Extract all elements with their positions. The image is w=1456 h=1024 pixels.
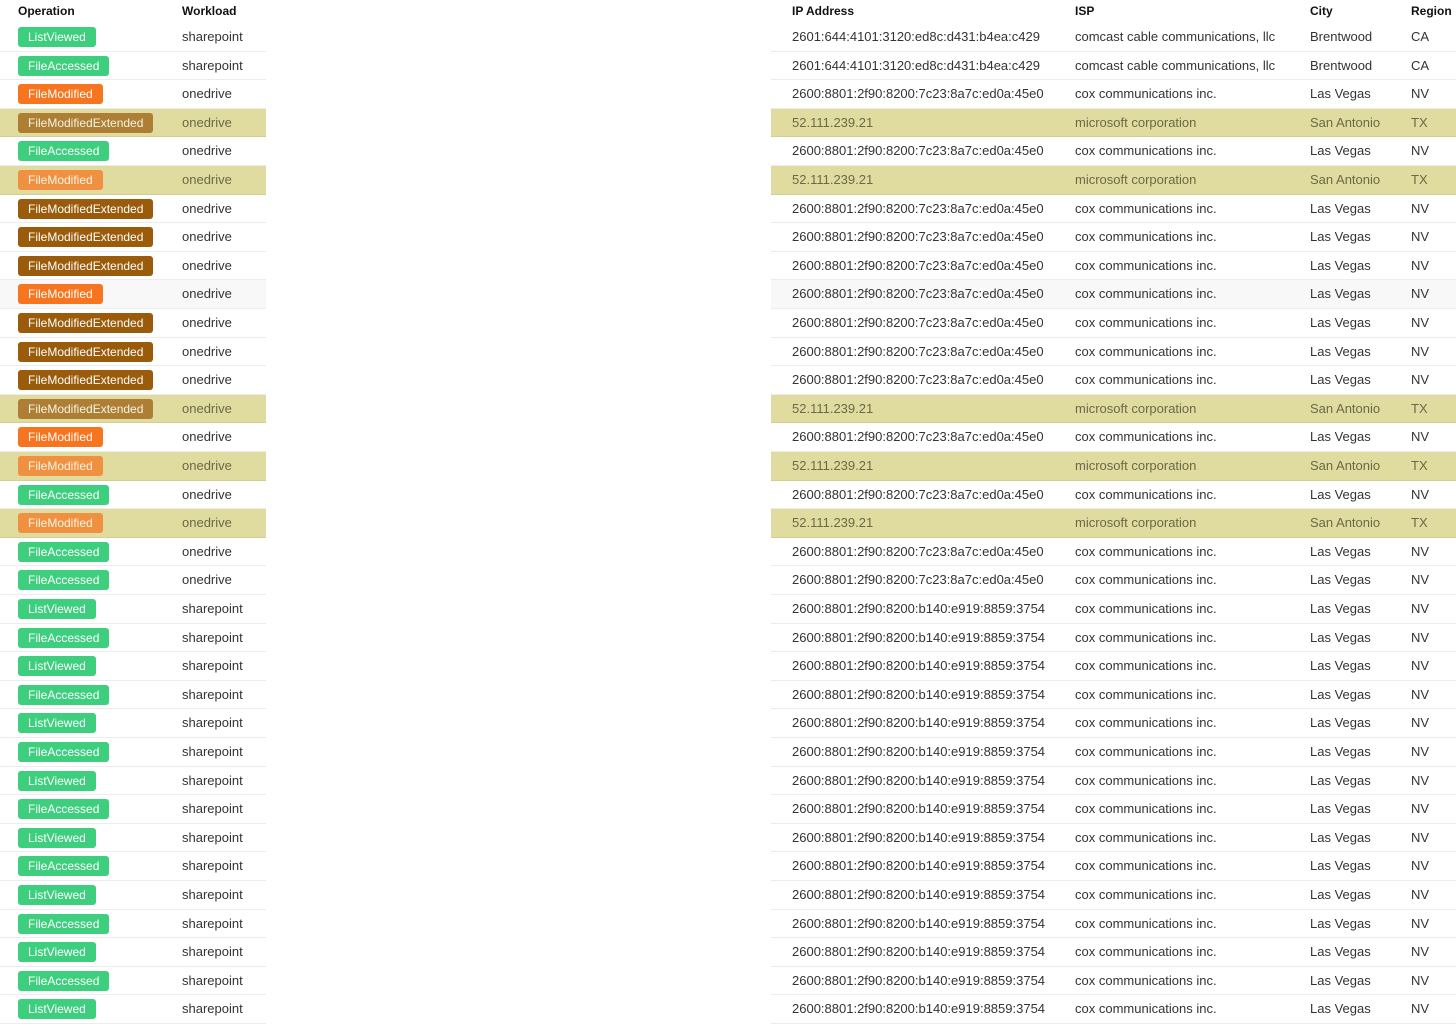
operation-badge: ListViewed [18,599,96,619]
ip-address-cell: 2600:8801:2f90:8200:7c23:8a7c:ed0a:45e0 [792,543,1044,559]
region-cell: CA [1411,57,1430,73]
workload-cell: sharepoint [182,944,243,960]
workload-cell: onedrive [182,172,232,187]
operation-badge: FileAccessed [18,628,109,648]
city-cell: Las Vegas [1310,972,1371,988]
region-cell: NV [1411,887,1430,902]
region-cell: NV [1411,372,1430,388]
city-cell: San Antonio [1310,400,1381,416]
ip-address-cell: 52.111.239.21 [792,458,874,473]
workload-cell: sharepoint [182,601,243,616]
region-cell: NV [1411,343,1430,359]
ip-address-cell: 2600:8801:2f90:8200:7c23:8a7c:ed0a:45e0 [792,229,1044,245]
workload-cell: sharepoint [182,829,243,845]
city-cell: San Antonio [1310,114,1381,130]
isp-cell: cox communications inc. [1075,772,1217,788]
workload-cell: onedrive [182,114,232,130]
region-cell: NV [1411,601,1430,616]
ip-address-cell: 2600:8801:2f90:8200:b140:e919:8859:3754 [792,744,1046,759]
workload-cell: sharepoint [182,629,243,645]
operation-badge: FileAccessed [18,485,109,505]
isp-cell: cox communications inc. [1075,286,1217,302]
operation-badge: FileModified [18,427,103,447]
isp-cell: cox communications inc. [1075,572,1217,588]
operation-badge: FileModifiedExtended [18,342,153,362]
workload-cell: sharepoint [182,972,243,988]
isp-cell: cox communications inc. [1075,972,1217,988]
isp-cell: cox communications inc. [1075,86,1217,102]
ip-address-cell: 2600:8801:2f90:8200:b140:e919:8859:3754 [792,801,1046,817]
city-cell: Brentwood [1310,29,1373,44]
operation-badge: ListViewed [18,656,96,676]
isp-cell: cox communications inc. [1075,143,1217,159]
city-cell: Las Vegas [1310,829,1371,845]
workload-cell: sharepoint [182,858,243,874]
workload-cell: sharepoint [182,887,243,902]
ip-address-cell: 2600:8801:2f90:8200:b140:e919:8859:3754 [792,601,1046,616]
ip-address-cell: 2600:8801:2f90:8200:b140:e919:8859:3754 [792,972,1046,988]
ip-address-cell: 2600:8801:2f90:8200:b140:e919:8859:3754 [792,772,1046,788]
region-cell: NV [1411,286,1430,302]
header-isp[interactable]: ISP [1075,4,1095,18]
isp-cell: microsoft corporation [1075,458,1197,473]
operation-badge: FileAccessed [18,570,109,590]
isp-cell: cox communications inc. [1075,944,1217,960]
ip-address-cell: 2600:8801:2f90:8200:7c23:8a7c:ed0a:45e0 [792,429,1044,445]
ip-address-cell: 52.111.239.21 [792,400,874,416]
region-cell: NV [1411,744,1430,759]
workload-cell: sharepoint [182,715,243,731]
city-cell: Las Vegas [1310,315,1371,330]
city-cell: Las Vegas [1310,686,1371,702]
operation-badge: FileModifiedExtended [18,113,153,133]
ip-address-cell: 2600:8801:2f90:8200:7c23:8a7c:ed0a:45e0 [792,343,1044,359]
ip-address-cell: 2600:8801:2f90:8200:7c23:8a7c:ed0a:45e0 [792,572,1044,588]
isp-cell: cox communications inc. [1075,315,1217,330]
operation-badge: FileAccessed [18,742,109,762]
workload-cell: onedrive [182,343,232,359]
region-cell: NV [1411,429,1430,445]
workload-cell: onedrive [182,286,232,302]
workload-cell: sharepoint [182,57,243,73]
workload-cell: sharepoint [182,686,243,702]
header-region[interactable]: Region [1411,4,1452,18]
isp-cell: microsoft corporation [1075,114,1197,130]
city-cell: Las Vegas [1310,200,1371,216]
city-cell: Las Vegas [1310,744,1371,759]
city-cell: San Antonio [1310,172,1381,187]
isp-cell: cox communications inc. [1075,372,1217,388]
city-cell: Las Vegas [1310,601,1371,616]
workload-cell: onedrive [182,429,232,445]
ip-address-cell: 2600:8801:2f90:8200:b140:e919:8859:3754 [792,686,1046,702]
ip-address-cell: 2600:8801:2f90:8200:b140:e919:8859:3754 [792,1001,1046,1017]
isp-cell: cox communications inc. [1075,658,1217,674]
isp-cell: microsoft corporation [1075,172,1197,187]
ip-address-cell: 2600:8801:2f90:8200:7c23:8a7c:ed0a:45e0 [792,315,1044,330]
operation-badge: ListViewed [18,885,96,905]
city-cell: Las Vegas [1310,543,1371,559]
workload-cell: onedrive [182,86,232,102]
isp-cell: cox communications inc. [1075,229,1217,245]
city-cell: Brentwood [1310,57,1373,73]
isp-cell: cox communications inc. [1075,686,1217,702]
workload-cell: onedrive [182,486,232,502]
region-cell: NV [1411,229,1430,245]
region-cell: NV [1411,315,1430,330]
workload-cell: onedrive [182,143,232,159]
workload-cell: onedrive [182,572,232,588]
ip-address-cell: 2601:644:4101:3120:ed8c:d431:b4ea:c429 [792,57,1040,73]
ip-address-cell: 52.111.239.21 [792,114,874,130]
region-cell: NV [1411,972,1430,988]
operation-badge: FileAccessed [18,141,109,161]
region-cell: NV [1411,572,1430,588]
operation-badge: FileModified [18,170,103,190]
region-cell: NV [1411,772,1430,788]
operation-badge: ListViewed [18,771,96,791]
operation-badge: FileAccessed [18,799,109,819]
workload-cell: sharepoint [182,658,243,674]
operation-badge: FileModified [18,84,103,104]
operation-badge: FileModifiedExtended [18,313,153,333]
city-cell: Las Vegas [1310,1001,1371,1017]
ip-address-cell: 2600:8801:2f90:8200:b140:e919:8859:3754 [792,944,1046,960]
isp-cell: cox communications inc. [1075,715,1217,731]
region-cell: NV [1411,829,1430,845]
region-cell: NV [1411,801,1430,817]
workload-cell: onedrive [182,315,232,330]
header-operation[interactable]: Operation [18,4,75,18]
operation-badge: FileModifiedExtended [18,399,153,419]
isp-cell: cox communications inc. [1075,629,1217,645]
ip-address-cell: 2600:8801:2f90:8200:7c23:8a7c:ed0a:45e0 [792,257,1044,273]
region-cell: NV [1411,858,1430,874]
region-cell: NV [1411,686,1430,702]
ip-address-cell: 2600:8801:2f90:8200:b140:e919:8859:3754 [792,658,1046,674]
region-cell: NV [1411,1001,1430,1017]
region-cell: NV [1411,486,1430,502]
ip-address-cell: 2600:8801:2f90:8200:7c23:8a7c:ed0a:45e0 [792,286,1044,302]
region-cell: TX [1411,400,1428,416]
isp-cell: cox communications inc. [1075,543,1217,559]
region-cell: NV [1411,200,1430,216]
workload-cell: onedrive [182,400,232,416]
ip-address-cell: 2600:8801:2f90:8200:b140:e919:8859:3754 [792,858,1046,874]
isp-cell: cox communications inc. [1075,601,1217,616]
ip-address-cell: 2601:644:4101:3120:ed8c:d431:b4ea:c429 [792,29,1040,44]
operation-badge: FileModified [18,456,103,476]
column-gap [266,0,771,1015]
isp-cell: cox communications inc. [1075,887,1217,902]
isp-cell: cox communications inc. [1075,858,1217,874]
isp-cell: cox communications inc. [1075,915,1217,931]
city-cell: Las Vegas [1310,229,1371,245]
city-cell: Las Vegas [1310,429,1371,445]
city-cell: Las Vegas [1310,887,1371,902]
workload-cell: sharepoint [182,915,243,931]
city-cell: Las Vegas [1310,143,1371,159]
ip-address-cell: 2600:8801:2f90:8200:b140:e919:8859:3754 [792,715,1046,731]
operation-badge: ListViewed [18,942,96,962]
region-cell: NV [1411,143,1430,159]
operation-badge: FileModifiedExtended [18,370,153,390]
workload-cell: sharepoint [182,29,243,44]
workload-cell: onedrive [182,229,232,245]
workload-cell: sharepoint [182,772,243,788]
isp-cell: cox communications inc. [1075,801,1217,817]
isp-cell: microsoft corporation [1075,400,1197,416]
workload-cell: onedrive [182,458,232,473]
region-cell: NV [1411,944,1430,960]
region-cell: TX [1411,515,1428,531]
region-cell: TX [1411,172,1428,187]
city-cell: Las Vegas [1310,944,1371,960]
operation-badge: ListViewed [18,828,96,848]
operation-badge: FileAccessed [18,914,109,934]
header-workload[interactable]: Workload [182,4,237,18]
workload-cell: sharepoint [182,801,243,817]
ip-address-cell: 2600:8801:2f90:8200:7c23:8a7c:ed0a:45e0 [792,143,1044,159]
ip-address-cell: 2600:8801:2f90:8200:7c23:8a7c:ed0a:45e0 [792,86,1044,102]
workload-cell: onedrive [182,372,232,388]
operation-badge: ListViewed [18,713,96,733]
isp-cell: comcast cable communications, llc [1075,29,1276,44]
ip-address-cell: 2600:8801:2f90:8200:b140:e919:8859:3754 [792,629,1046,645]
city-cell: Las Vegas [1310,801,1371,817]
operation-badge: FileAccessed [18,685,109,705]
operation-badge: ListViewed [18,27,96,47]
operation-badge: FileModified [18,513,103,533]
workload-cell: onedrive [182,515,232,531]
ip-address-cell: 2600:8801:2f90:8200:7c23:8a7c:ed0a:45e0 [792,200,1044,216]
region-cell: NV [1411,715,1430,731]
city-cell: Las Vegas [1310,86,1371,102]
ip-address-cell: 2600:8801:2f90:8200:b140:e919:8859:3754 [792,829,1046,845]
city-cell: Las Vegas [1310,372,1371,388]
ip-address-cell: 2600:8801:2f90:8200:7c23:8a7c:ed0a:45e0 [792,486,1044,502]
ip-address-cell: 2600:8801:2f90:8200:b140:e919:8859:3754 [792,915,1046,931]
workload-cell: sharepoint [182,1001,243,1017]
city-cell: Las Vegas [1310,915,1371,931]
city-cell: Las Vegas [1310,286,1371,302]
region-cell: TX [1411,458,1428,473]
isp-cell: comcast cable communications, llc [1075,57,1276,73]
region-cell: NV [1411,86,1430,102]
city-cell: Las Vegas [1310,658,1371,674]
operation-badge: FileModifiedExtended [18,256,153,276]
region-cell: TX [1411,114,1428,130]
isp-cell: cox communications inc. [1075,200,1217,216]
operation-badge: ListViewed [18,999,96,1019]
region-cell: NV [1411,543,1430,559]
region-cell: NV [1411,257,1430,273]
operation-badge: FileAccessed [18,971,109,991]
operation-badge: FileModifiedExtended [18,227,153,247]
region-cell: NV [1411,629,1430,645]
workload-cell: sharepoint [182,744,243,759]
workload-cell: onedrive [182,543,232,559]
city-cell: San Antonio [1310,458,1381,473]
isp-cell: cox communications inc. [1075,829,1217,845]
city-cell: Las Vegas [1310,629,1371,645]
header-ip-address[interactable]: IP Address [792,4,855,18]
operation-badge: FileAccessed [18,56,109,76]
city-cell: Las Vegas [1310,715,1371,731]
header-city[interactable]: City [1310,4,1333,18]
isp-cell: cox communications inc. [1075,429,1217,445]
operation-badge: FileModified [18,284,103,304]
isp-cell: cox communications inc. [1075,257,1217,273]
ip-address-cell: 52.111.239.21 [792,515,874,531]
region-cell: NV [1411,658,1430,674]
region-cell: NV [1411,915,1430,931]
workload-cell: onedrive [182,200,232,216]
ip-address-cell: 2600:8801:2f90:8200:b140:e919:8859:3754 [792,887,1046,902]
isp-cell: cox communications inc. [1075,744,1217,759]
isp-cell: cox communications inc. [1075,1001,1217,1017]
isp-cell: cox communications inc. [1075,486,1217,502]
region-cell: CA [1411,29,1430,44]
operation-badge: FileAccessed [18,542,109,562]
city-cell: San Antonio [1310,515,1381,531]
workload-cell: onedrive [182,257,232,273]
city-cell: Las Vegas [1310,572,1371,588]
ip-address-cell: 2600:8801:2f90:8200:7c23:8a7c:ed0a:45e0 [792,372,1044,388]
isp-cell: cox communications inc. [1075,343,1217,359]
operation-badge: FileAccessed [18,856,109,876]
operation-badge: FileModifiedExtended [18,199,153,219]
city-cell: Las Vegas [1310,772,1371,788]
city-cell: Las Vegas [1310,486,1371,502]
ip-address-cell: 52.111.239.21 [792,172,874,187]
city-cell: Las Vegas [1310,343,1371,359]
isp-cell: microsoft corporation [1075,515,1197,531]
city-cell: Las Vegas [1310,257,1371,273]
city-cell: Las Vegas [1310,858,1371,874]
